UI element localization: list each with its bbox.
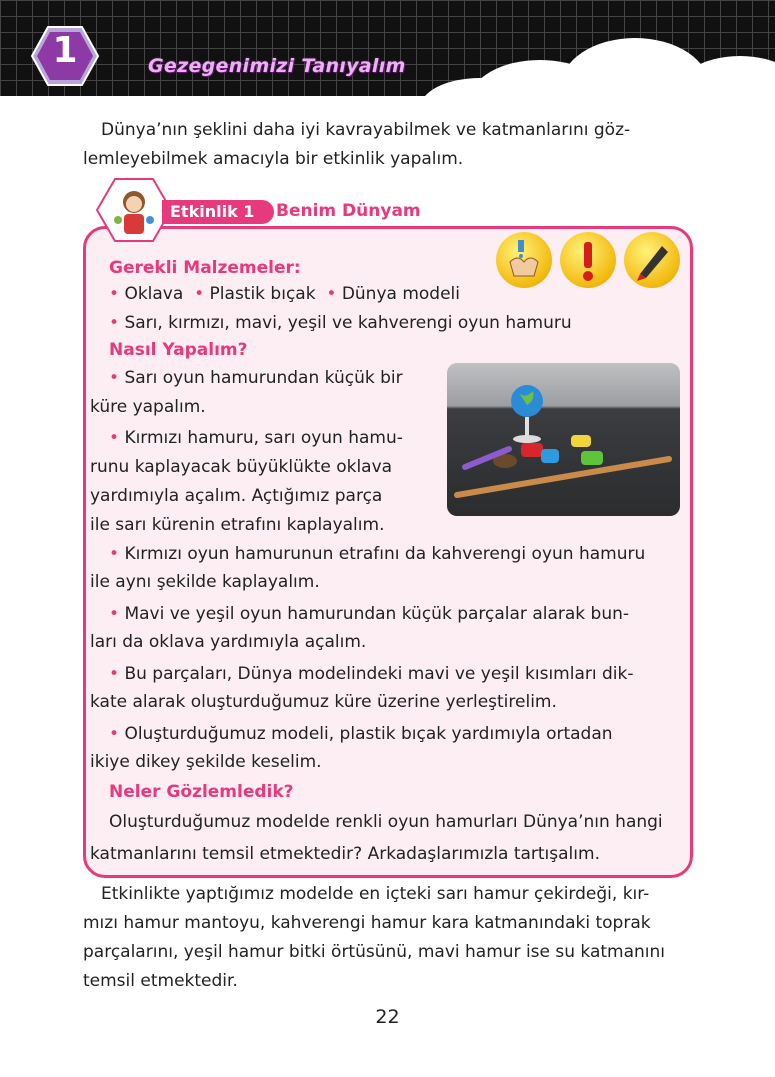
step-5 <box>109 660 633 689</box>
chapter-title: Gezegenimizi Tanıyalım <box>148 55 406 77</box>
material-item: Dünya modeli <box>341 284 460 304</box>
bullet-icon: • <box>109 313 120 333</box>
material-item: Oklava <box>124 284 184 304</box>
intro-paragraph <box>83 116 687 174</box>
bullet-icon: • <box>109 428 120 448</box>
bullet-icon: • <box>109 664 120 684</box>
step-text: Kırmızı oyun hamurunun etrafını da kahverengi oyun hamuru <box>124 544 646 564</box>
step-text: Bu parçaları, Dünya modelindeki mavi ve yeşil kısımları dik- <box>124 664 634 684</box>
warning-icon <box>560 232 616 288</box>
step-text: ikiye dikey şekilde keselim. <box>90 752 322 772</box>
step-text: küre yapalım. <box>90 397 206 417</box>
activity-photo <box>447 363 680 516</box>
observe-text: Oluşturduğumuz modelde renkli oyun hamurları Dünya’nın hangi <box>109 812 663 832</box>
hand-washing-icon <box>496 232 552 288</box>
pencil-icon <box>624 232 680 288</box>
step-1 <box>109 364 427 393</box>
step-text: Oluşturduğumuz modeli, plastik bıçak yardımıyla ortadan <box>124 724 613 744</box>
girl-avatar-icon <box>96 178 172 242</box>
bullet-icon: • <box>326 284 337 304</box>
step-text: ları da oklava yardımıyla açalım. <box>90 632 367 652</box>
intro-line: Dünya’nın şeklini daha iyi kavrayabilmek ve katmanlarını göz- <box>101 120 631 140</box>
step-text: runu kaplayacak büyüklükte oklava <box>90 457 393 477</box>
intro-line: lemleyebilmek amacıyla bir etkinlik yapalım. <box>83 149 464 169</box>
step-2 <box>109 424 403 453</box>
material-item: Plastik bıçak <box>209 284 316 304</box>
observe-text: katmanlarını temsil etmektedir? Arkadaşlarımızla tartışalım. <box>90 844 600 864</box>
step-text: Mavi ve yeşil oyun hamurundan küçük parçalar alarak bun- <box>124 604 630 624</box>
step-text: ile aynı şekilde kaplayalım. <box>90 572 320 592</box>
observe-heading: Neler Gözlemledik? <box>109 782 294 802</box>
step-text: Sarı oyun hamurundan küçük bir <box>124 368 403 388</box>
materials-heading: Gerekli Malzemeler: <box>109 258 301 278</box>
step-6 <box>109 720 613 749</box>
step-3 <box>109 540 645 569</box>
step-text: Kırmızı hamuru, sarı oyun hamu- <box>124 428 403 448</box>
step-text: kate alarak oluşturduğumuz küre üzerine yerleştirelim. <box>90 692 557 712</box>
material-item: Sarı, kırmızı, mavi, yeşil ve kahverengi oyun hamuru <box>124 313 572 333</box>
conclusion-line: mızı hamur mantoyu, kahverengi hamur kara katmanındaki toprak <box>83 913 651 933</box>
howto-heading: Nasıl Yapalım? <box>109 340 248 360</box>
conclusion-line: parçalarını, yeşil hamur bitki örtüsünü, mavi hamur ise su katmanını <box>83 942 666 962</box>
materials-list <box>109 280 460 309</box>
bullet-icon: • <box>109 284 120 304</box>
conclusion-line: temsil etmektedir. <box>83 971 238 991</box>
bullet-icon: • <box>109 604 120 624</box>
bullet-icon: • <box>194 284 205 304</box>
activity-title: Benim Dünyam <box>276 201 421 221</box>
materials-line <box>109 309 572 338</box>
bullet-icon: • <box>109 544 120 564</box>
bullet-icon: • <box>109 724 120 744</box>
page-number: 22 <box>375 1006 400 1028</box>
step-4 <box>109 600 629 629</box>
bullet-icon: • <box>109 368 120 388</box>
activity-badge: Etkinlik 1 <box>162 200 274 224</box>
conclusion-line: Etkinlikte yaptığımız modelde en içteki sarı hamur çekirdeği, kır- <box>101 884 650 904</box>
step-text: ile sarı kürenin etrafını kaplayalım. <box>90 515 385 535</box>
chapter-number: 1 <box>52 30 78 71</box>
step-text: yardımıyla açalım. Açtığımız parça <box>90 486 383 506</box>
chapter-header <box>0 0 775 96</box>
